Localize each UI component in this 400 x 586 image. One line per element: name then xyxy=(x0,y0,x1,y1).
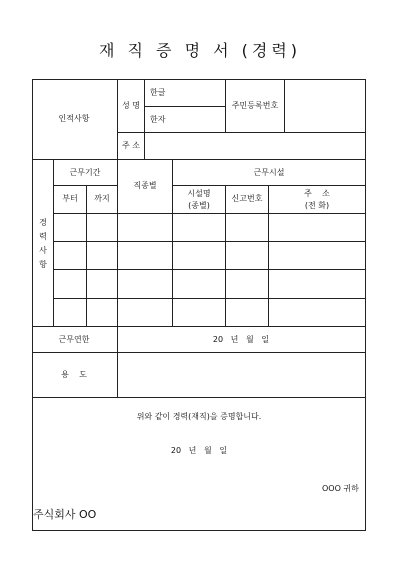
resident-no-label: 주민등록번호 xyxy=(231,101,279,110)
name-label: 성 명 xyxy=(122,101,140,110)
facility-header: 근무시설 xyxy=(253,168,285,177)
certification-statement: 위와 같이 경력(재직)을 증명합니다. xyxy=(136,412,262,421)
to-label: 까지 xyxy=(94,194,110,203)
work-years-value: 20 년 월 일 xyxy=(212,335,270,344)
document-title: 재 직 증 명 서 (경력) xyxy=(98,41,302,60)
recipient: OOO 귀하 xyxy=(322,484,359,493)
hanja-label: 한자 xyxy=(150,115,166,124)
facility-address-label: 주 소 xyxy=(304,189,330,198)
company-name: 주식회사 OO xyxy=(33,508,97,521)
facility-type-label: (종별) xyxy=(188,201,210,210)
work-years-label: 근무연한 xyxy=(58,335,90,344)
facility-name-label: 시설명 xyxy=(187,189,211,198)
career-section-label: 경 력 사 항 xyxy=(39,218,47,269)
purpose-label: 용 도 xyxy=(61,370,87,379)
personal-info-label: 인적사항 xyxy=(58,114,90,123)
from-label: 부터 xyxy=(62,194,78,203)
report-no-label: 신고번호 xyxy=(231,194,263,203)
issue-date: 20 년 월 일 xyxy=(170,446,228,455)
address-label: 주 소 xyxy=(122,141,140,150)
position-label: 직종별 xyxy=(133,181,157,190)
facility-phone-label: (전 화) xyxy=(304,201,330,210)
work-period-label: 근무기간 xyxy=(69,168,101,177)
hangul-label: 한글 xyxy=(150,88,166,97)
